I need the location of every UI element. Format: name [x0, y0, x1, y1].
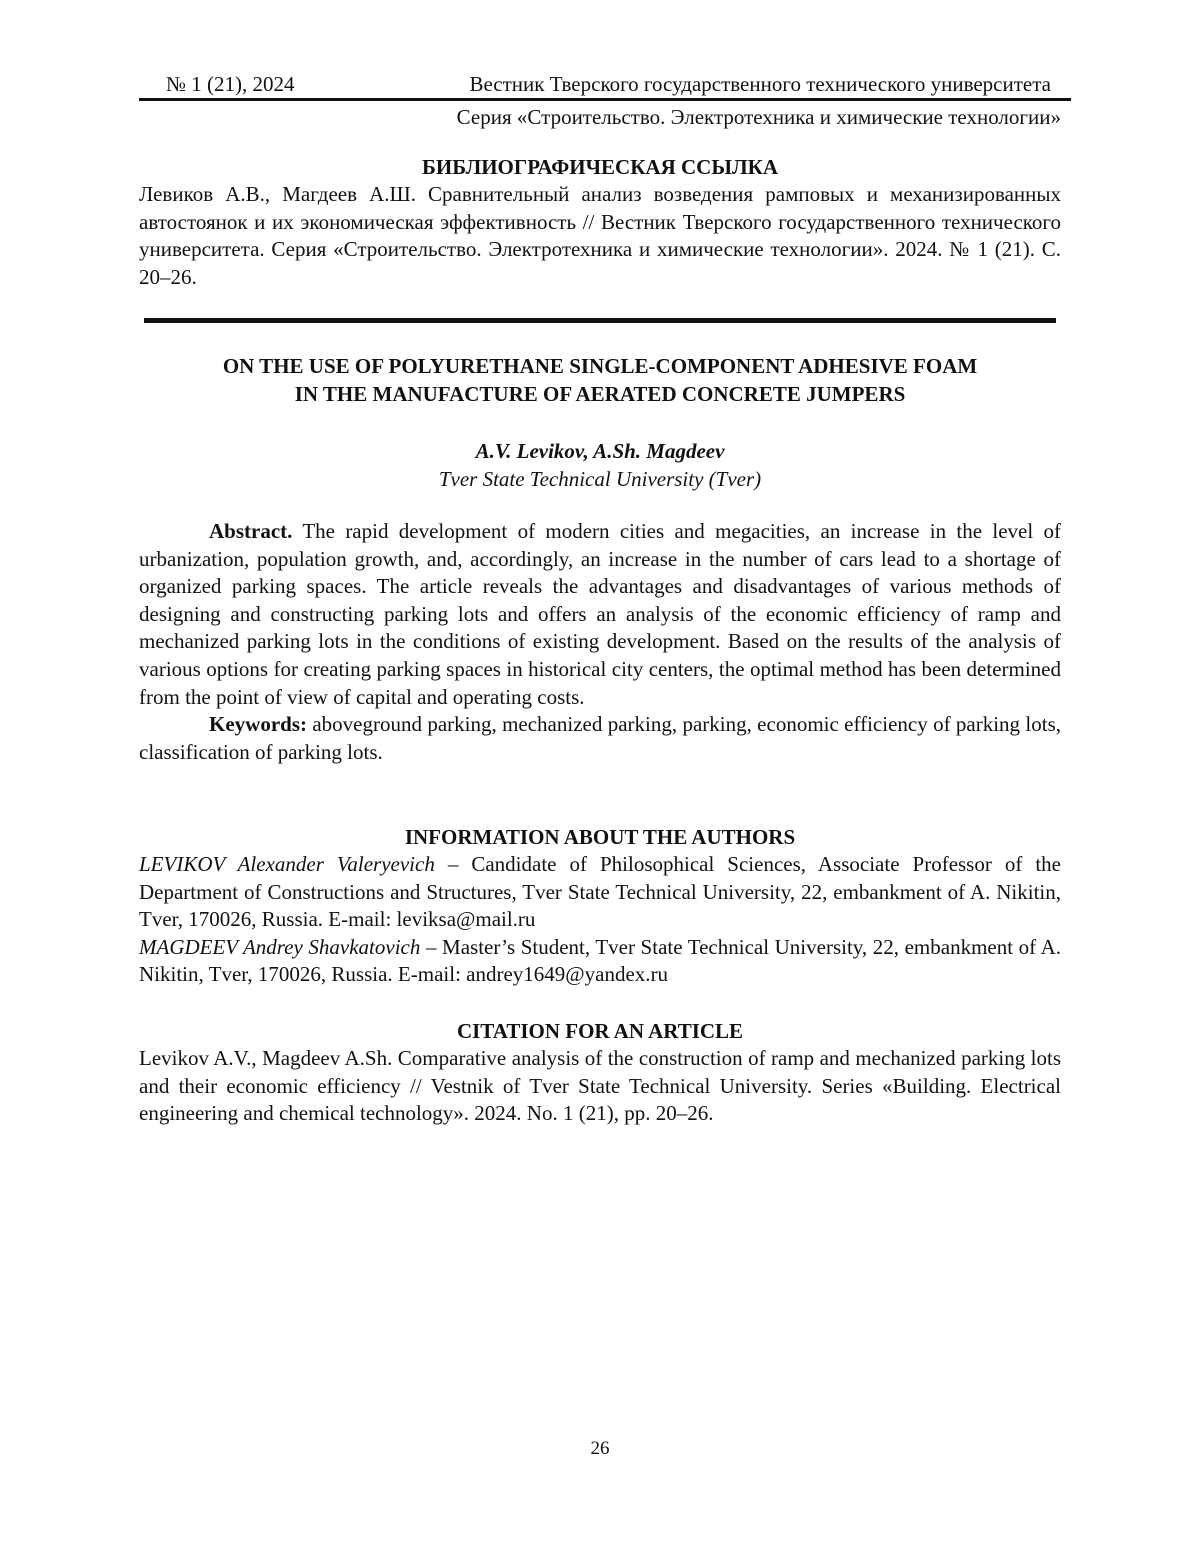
keywords-text: aboveground parking, mechanized parking, parking, economic efficiency of parking lots, classification of parking lots. [139, 712, 1061, 764]
en-citation-heading: CITATION FOR AN ARTICLE [456, 1019, 744, 1043]
authors-block [139, 437, 1061, 493]
article-title-line2: IN THE MANUFACTURE OF AERATED CONCRETE JUMPERS [294, 382, 906, 406]
author2-details: – Master’s Student, Tver State Technical University, 22, embankment of A. Nikitin, Tver, 170026, Russia. E-mail: andrey1649@yandex.ru [139, 934, 1061, 987]
abstract-label: Abstract. [209, 519, 293, 543]
page-number: 26 [590, 1438, 610, 1459]
author-affiliation: Tver State Technical University (Tver) [438, 467, 762, 491]
issue-number: № 1 (21), 2024 [166, 72, 295, 96]
author-names: A.V. Levikov, A.Sh. Magdeev [475, 439, 725, 463]
header-divider [139, 98, 1071, 101]
journal-title: Вестник Тверского государственного технического университета [469, 72, 1051, 96]
author1-info [139, 851, 1061, 934]
authors-info-section [139, 823, 1061, 989]
keywords-label: Keywords: [209, 712, 307, 737]
section-divider [144, 318, 1056, 323]
abstract-section [139, 518, 1061, 766]
journal-series: Серия «Строительство. Электротехника и химические технологии» [456, 105, 1061, 129]
article-title-block [139, 352, 1061, 408]
author1-name: LEVIKOV Alexander Valeryevich [139, 852, 435, 876]
ru-citation-heading: БИБЛИОГРАФИЧЕСКАЯ ССЫЛКА [422, 155, 778, 179]
abstract-text: The rapid development of modern cities and megacities, an increase in the level of urbanization, population growth, and, accordingly, an increase in the number of cars lead to a shortage of organized parking spaces. The article reveals the advantages and disadvantages of various methods of designing and constructing parking lots and offers an analysis of the economic efficiency of ramp and mechanized parking lots in the conditions of existing development. Based on the results of the analysis of various options for creating parking spaces in historical city centers, the optimal method has been determined from the point of view of capital and operating costs. [139, 519, 1061, 709]
ru-citation-section [139, 153, 1061, 291]
keywords-paragraph [139, 711, 1061, 766]
author2-info [139, 934, 1061, 989]
article-title-line1: ON THE USE OF POLYURETHANE SINGLE-COMPONENT ADHESIVE FOAM [222, 354, 978, 378]
running-header [139, 70, 1061, 100]
ru-citation-text: Левиков А.В., Магдеев А.Ш. Сравнительный анализ возведения рамповых и механизированных автостоянок и их экономическая эффективность // Вестник Тверского государственного технического университета. Серия «Строительство. Электротехника и химические технологии». 2024. № 1 (21). С. 20–26. [139, 182, 1061, 289]
en-citation-section [139, 1017, 1061, 1128]
en-citation-text: Levikov A.V., Magdeev A.Sh. Comparative analysis of the construction of ramp and mechanized parking lots and their economic efficiency // Vestnik of Tver State Technical University. Series «Building. Electrical engineering and chemical technology». 2024. No. 1 (21), pp. 20–26. [139, 1046, 1061, 1126]
authors-info-heading: INFORMATION ABOUT THE AUTHORS [404, 825, 796, 849]
author1-details: – Candidate of Philosophical Sciences, Associate Professor of the Department of Constructions and Structures, Tver State Technical University, 22, embankment of A. Nikitin, Tver, 170026, Russia. E-mail: leviksa@mail.ru [139, 852, 1062, 932]
author2-name: MAGDEEV Andrey Shavkatovich [139, 934, 421, 959]
abstract-paragraph [139, 518, 1061, 711]
